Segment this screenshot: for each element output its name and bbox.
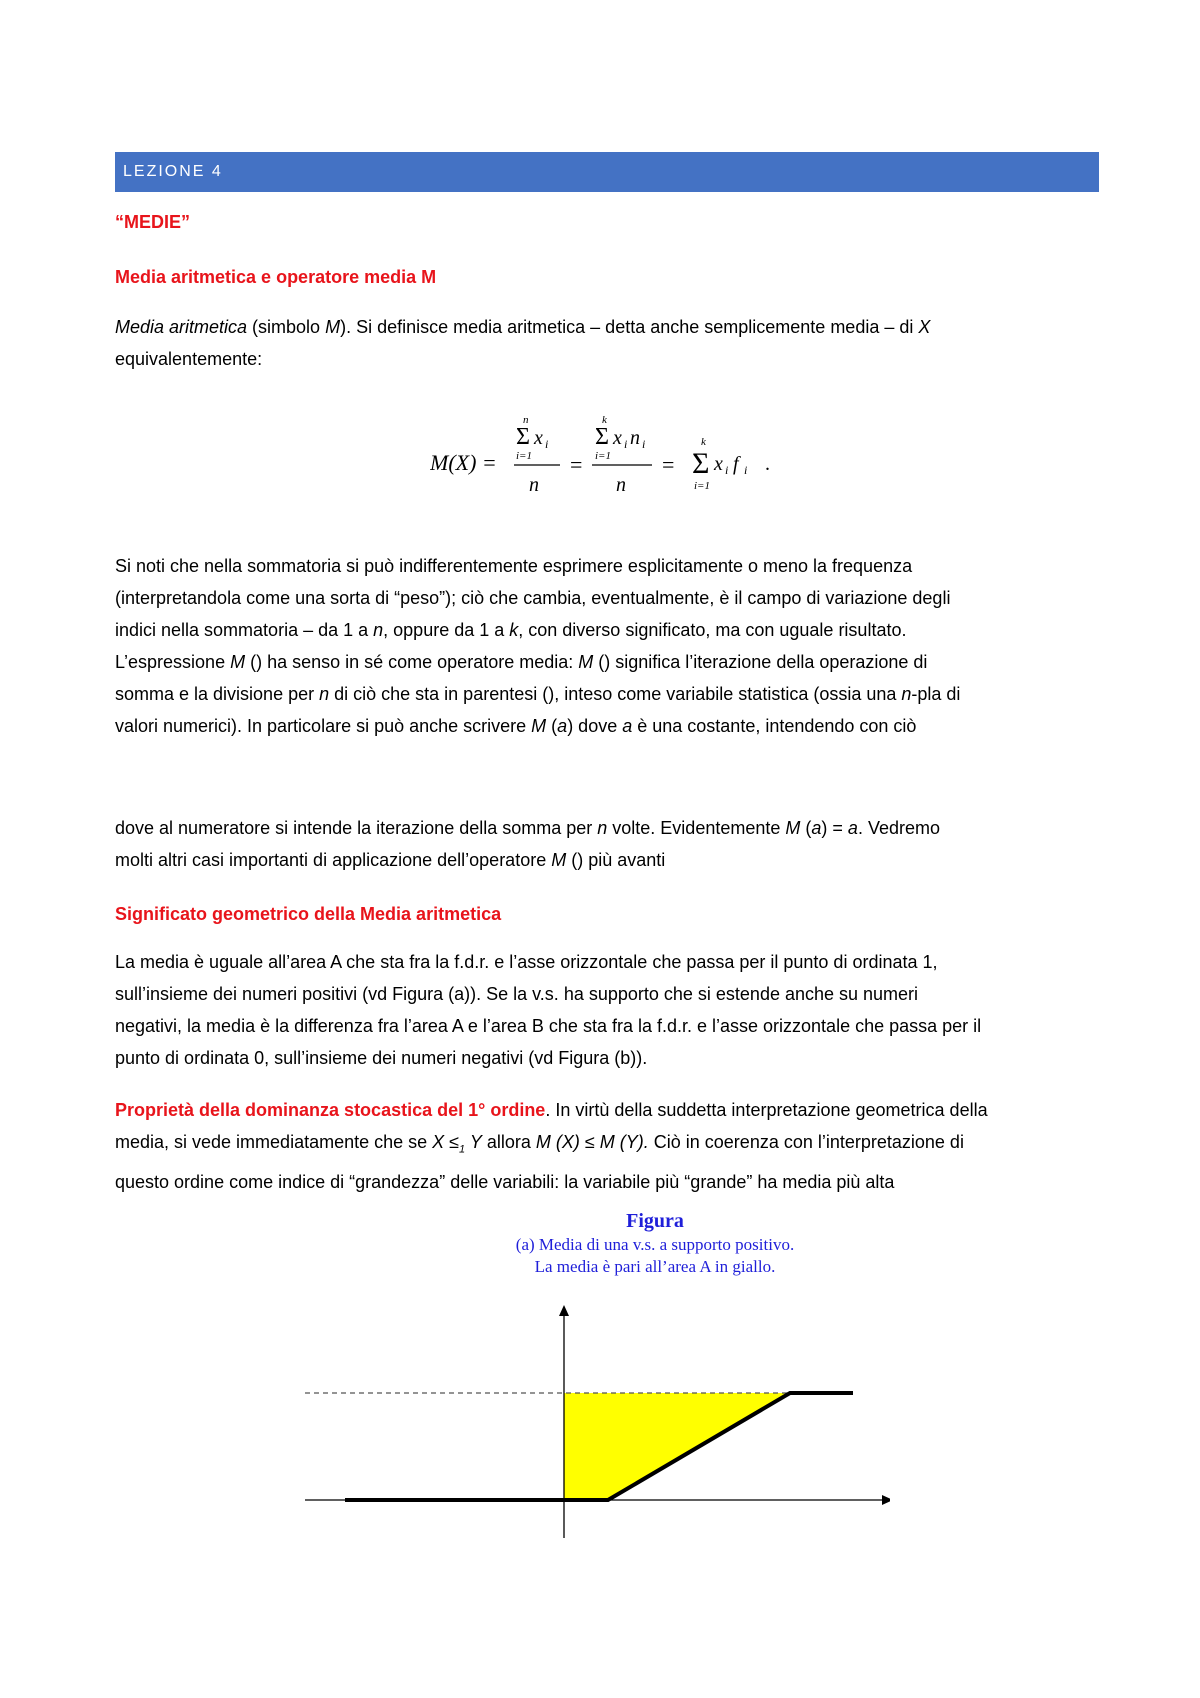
section-heading-media-aritmetica: Media aritmetica e operatore media M [115, 267, 437, 287]
section-heading-significato: Significato geometrico della Media aritmetica [115, 904, 502, 924]
svg-text:i: i [545, 437, 549, 451]
figure-caption-line-1: (a) Media di una v.s. a supporto positivo. [515, 1235, 795, 1254]
svg-text:Σ: Σ [692, 447, 710, 480]
document-title: “MEDIE” [115, 212, 191, 232]
svg-text:n: n [523, 415, 529, 426]
x-axis-arrow-icon [882, 1495, 890, 1505]
svg-text:.: . [765, 453, 770, 475]
intro-paragraph [115, 311, 1095, 375]
mean-formula [430, 415, 800, 515]
svg-text:n: n [529, 474, 539, 496]
svg-text:x: x [714, 453, 723, 475]
svg-text:n: n [630, 427, 640, 449]
y-axis-arrow-icon [559, 1305, 569, 1316]
lesson-title: LEZIONE 4 [123, 163, 223, 180]
svg-text:f: f [733, 453, 739, 475]
figure-title: Figura [626, 1210, 684, 1232]
figure-caption-block [420, 1208, 890, 1278]
svg-text:x: x [613, 427, 622, 449]
svg-text:=: = [662, 452, 675, 477]
intro-line-1: Media aritmetica (simbolo M). Si definisce media aritmetica – detta anche semplicemente media – di X [115, 317, 931, 337]
svg-text:=: = [570, 452, 583, 477]
svg-text:Σ: Σ [595, 424, 609, 450]
svg-text:i=1: i=1 [595, 450, 611, 462]
formula-lhs: M(X) = [430, 450, 497, 475]
svg-text:k: k [701, 436, 706, 448]
svg-text:i: i [642, 437, 646, 451]
svg-text:x: x [534, 427, 543, 449]
svg-text:i: i [744, 463, 748, 477]
area-a-yellow [564, 1393, 790, 1500]
intro-line-2: equivalentemente: [115, 349, 263, 369]
lesson-header-bar [115, 152, 1099, 192]
paragraph-dominanza: Proprietà della dominanza stocastica del 1° ordine. In virtù della suddetta interpretazione geometrica della media, si vede immediatamente che se $X \le_1$ Y allora M (X) ≤ M (Y). Ciò in coerenza con l’interpretazione di questo ordine come indice di “grandezza” delle variabili: la variabile più “grande” ha media più alta [115, 1100, 988, 1192]
figure-caption-line-2: La media è pari all’area A in giallo. [534, 1257, 776, 1276]
svg-text:i=1: i=1 [694, 480, 710, 492]
paragraph-sommatoria: Si noti che nella sommatoria si può indifferentemente esprimere esplicitamente o meno la frequenza (interpretandola come una sorta di “peso”); ciò che cambia, eventualmente, è il campo di variazione degli indici nella sommatoria – da 1 a n, oppure da 1 a k, con diverso significato, ma con uguale risultato. L’espressione M () ha senso in sé come operatore media: M () significa l’iterazione della operazione di somma e la divisione per n di ciò che sta in parentesi (), inteso come variabile statistica (ossia una n-pla di valori numerici). In particolare si può anche scrivere M (a) dove a è una costante, intendendo con ciò [115, 556, 961, 736]
svg-text:Σ: Σ [516, 424, 530, 450]
paragraph-iterazione: dove al numeratore si intende la iterazione della somma per n volte. Evidentemente M (a) = a. Vedremo molti altri casi importanti di applicazione dell’operatore M () più avanti [115, 818, 940, 870]
svg-text:i: i [624, 437, 628, 451]
svg-text:k: k [602, 415, 607, 426]
svg-text:i=1: i=1 [516, 450, 532, 462]
paragraph-significato: La media è uguale all’area A che sta fra la f.d.r. e l’asse orizzontale che passa per il punto di ordinata 1, sull’insieme dei numeri positivi (vd Figura (a)). Se la v.s. ha supporto che si estende anche su numeri negativi, la media è la differenza fra l’area A e l’area B che sta fra la f.d.r. e l’asse orizzontale che passa per il punto di ordinata 0, sull’insieme dei numeri negativi (vd Figura (b)). [115, 952, 982, 1068]
cdf-figure [290, 1300, 890, 1540]
svg-text:i: i [725, 463, 729, 477]
svg-text:n: n [616, 474, 626, 496]
section-heading-dominanza: Proprietà della dominanza stocastica del 1° ordine [115, 1100, 546, 1120]
